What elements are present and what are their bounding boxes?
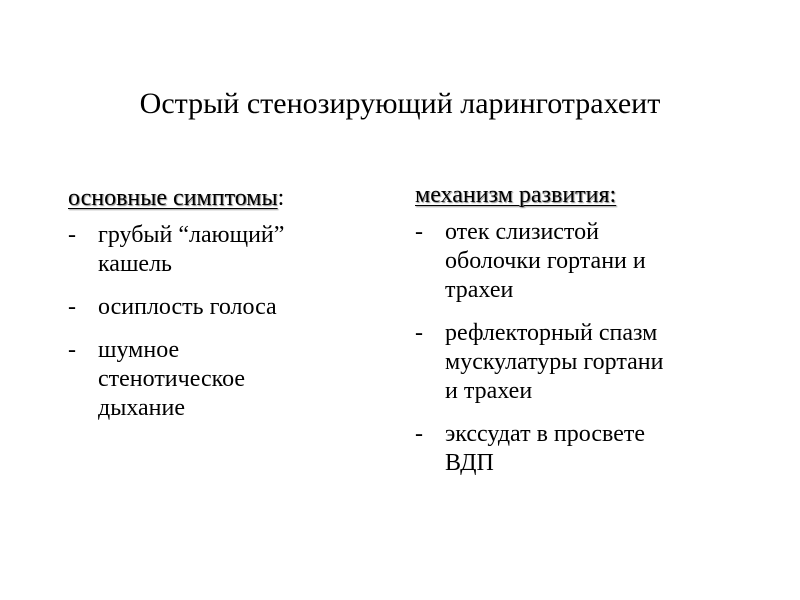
list-item-line: грубый “лающий” xyxy=(98,222,285,248)
list-item-line: шумное xyxy=(98,337,180,363)
mechanism-heading-text: механизм развития: xyxy=(415,182,617,208)
symptoms-list xyxy=(68,221,368,423)
list-item-line: отек слизистой xyxy=(445,219,599,245)
mechanism-list xyxy=(415,218,755,478)
symptoms-column xyxy=(68,183,368,437)
list-item-line: кашель xyxy=(98,251,173,277)
mechanism-column xyxy=(415,180,755,492)
list-item-line: и трахеи xyxy=(445,378,533,404)
list-item xyxy=(68,336,368,423)
list-item-line: рефлекторный спазм xyxy=(445,320,658,346)
symptoms-heading-colon: : xyxy=(277,185,285,211)
list-bullet: - xyxy=(68,222,76,248)
list-bullet: - xyxy=(68,294,76,320)
symptoms-heading xyxy=(68,183,368,213)
list-item-line: осиплость голоса xyxy=(98,294,277,320)
symptoms-heading-text: основные симптомы xyxy=(68,185,278,211)
list-bullet: - xyxy=(415,219,423,245)
list-item-line: трахеи xyxy=(445,277,514,303)
list-item xyxy=(68,293,368,322)
list-bullet: - xyxy=(68,337,76,363)
list-bullet: - xyxy=(415,320,423,346)
list-item-line: стенотическое xyxy=(98,366,246,392)
slide-title: Острый стенозирующий ларинготрахеит xyxy=(139,87,661,120)
list-item-line: дыхание xyxy=(98,395,186,421)
list-item xyxy=(415,319,755,406)
mechanism-heading xyxy=(415,180,755,210)
list-item xyxy=(68,221,368,279)
list-item-line: ВДП xyxy=(445,450,494,476)
list-item xyxy=(415,218,755,305)
list-item-line: оболочки гортани и xyxy=(445,248,646,274)
list-bullet: - xyxy=(415,421,423,447)
list-item-line: экссудат в просвете xyxy=(445,421,645,447)
list-item-line: мускулатуры гортани xyxy=(445,349,664,375)
list-item xyxy=(415,420,755,478)
